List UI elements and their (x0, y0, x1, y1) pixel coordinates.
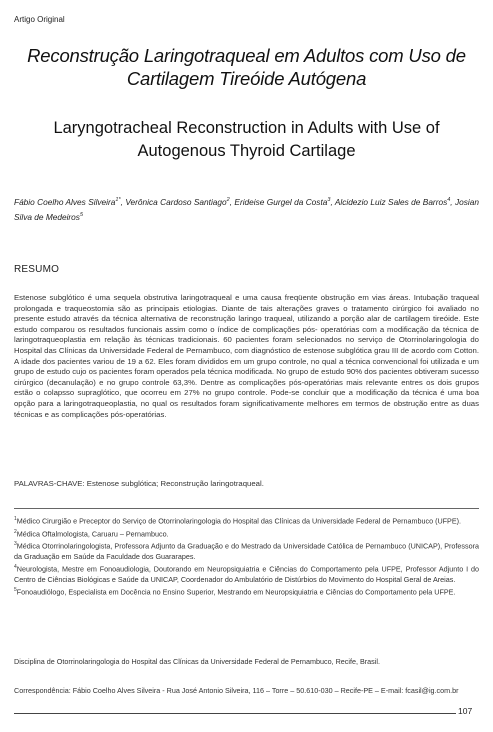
author-mark: 1* (115, 197, 121, 203)
footnote-text: Médica Otorrinolaringologista, Professora Adjunto da Graduação e do Mestrado da Universidade Católica de Pernambuco (UNICAP), Professora da Graduação em Saúde da Faculdade dos Guararapes. (14, 541, 479, 561)
footnote-divider (14, 508, 479, 509)
page-footer-rule (14, 713, 456, 714)
title-english: Laryngotracheal Reconstruction in Adults with Use of Autogenous Thyroid Cartilage (53, 119, 440, 160)
footnote-mark: 1 (14, 516, 17, 522)
author-list (14, 194, 479, 224)
footnote-text: Médico Cirurgião e Preceptor do Serviço de Otorrinolaringologia do Hospital das Clínicas da Universidade Federal de Pernambuco (UFPE). (16, 516, 462, 526)
footnote-mark: 4 (14, 563, 17, 570)
author-mark: 4 (447, 197, 451, 203)
footnote-mark: 2 (14, 528, 17, 535)
abstract-heading: RESUMO (14, 264, 60, 275)
correspondence (14, 686, 479, 696)
keywords (14, 479, 479, 490)
author-separator: , (450, 196, 455, 207)
correspondence-label: Correspondência: (14, 686, 71, 695)
footnote-item (14, 585, 479, 598)
author-mark: 2 (226, 197, 230, 203)
footnote-item (14, 514, 479, 527)
footnote-item (14, 527, 479, 540)
footnote-item (14, 539, 479, 562)
correspondence-text: Fábio Coelho Alves Silveira - Rua José Antonio Silveira, 116 – Torre – 50.610-030 – Recife-PE – E-mail: fcasil@ig.com.br (72, 686, 459, 695)
author-name: Josian Silva de Medeiros (14, 196, 479, 222)
abstract-body: Estenose subglótico é uma sequela obstrutiva laringotraqueal e uma causa freqüente obstrução em vias áreas. Intubação traqueal prolongada e traqueostomia são as principais etiologias. Diante de tais alterações graves o tratamento cirúrgico foi avaliado no presente estudo através da técnica alternativa de reconstrução laringo traqueal, utilizando a porção alar de cartilagem tireóide. Este estudo comparou os resultados funcionais assim como o índice de complicações pós- operatórias com a modificação da técnica de laringotraqueoplastia em relação às técnicas tradicionais. 60 pacientes foram selecionados no serviço de Otorrinolaringologia do Hospital das Clínicas da Universidade Federal de Pernambuco, com diagnóstico de estenose subglótica grau III de acordo com Cotton. A idade dos pacientes variou de 19 a 62. Eles foram divididos em um grupo controle, no qual a técnica convencional foi utilizada e um grupo de estudo cujo os pacientes foram operados pela técnica modificada. No grupo de estudo 90% dos pacientes obtiveram sucesso cirúrgico (decanulação) e no grupo controle 63,3%. Dentre as complicações pós-operatórias mais relevante entres os dois grupos estão o colapsso supraglótico, que ocorreu em 27% no grupo controle. Pode-se concluir que a modificação da técnica é uma boa opção para a laringotraqueoplastia, no qual os resultados foram significativamente melhores em termos de obstrução entre as duas técnicas e as complicações pós-operatórias. (14, 293, 479, 419)
author-separator: , (330, 196, 335, 207)
section-tag: Artigo Original (14, 15, 65, 24)
footnote-text: Neurologista, Mestre em Fonoaudiologia, Doutorando em Neuropsiquiatria e Ciências do Comportamento pela UFPE, Professor Adjunto I do Centro de Ciências Biológicas e Saúde da UNICAP, Coordenador do Ambulatório de Distúrbios do Movimento do Hospital Geral de Areias. (14, 564, 479, 584)
title-portuguese: Reconstrução Laringotraqueal em Adultos com Uso de Cartilagem Tireóide Autógena (27, 45, 466, 89)
author-name: Erideise Gurgel da Costa (234, 196, 328, 207)
author-mark: 5 (79, 211, 84, 218)
author-mark: 3 (327, 197, 331, 203)
author-name: Alcidezio Luiz Sales de Barros (334, 196, 448, 207)
author-name: Verônica Cardoso Santiago (125, 196, 227, 207)
author-separator: , (120, 196, 126, 207)
footnote-mark: 3 (14, 541, 17, 548)
institution-note: Disciplina de Otorrinolaringologia do Hospital das Clínicas da Universidade Federal de Pernambuco, Recife, Brasil. (14, 657, 380, 666)
footnote-text: Médica Oftalmologista, Caruaru – Pernambuco. (16, 528, 169, 538)
author-separator: , (229, 196, 235, 207)
keywords-text: Estenose subglótica; Reconstrução laringotraqueal. (86, 479, 264, 488)
footnotes (14, 514, 479, 597)
page-number: 107 (458, 706, 473, 716)
author-name: Fábio Coelho Alves Silveira (14, 196, 116, 207)
footnote-text: Fonoaudiólogo, Especialista em Docência no Ensino Superior, Mestrando em Neuropsiquiatria e Ciências do Comportamento pela UFPE. (16, 587, 456, 597)
footnote-mark: 5 (14, 586, 17, 593)
keywords-label: PALAVRAS-CHAVE: (14, 479, 85, 488)
footnote-item (14, 562, 479, 585)
